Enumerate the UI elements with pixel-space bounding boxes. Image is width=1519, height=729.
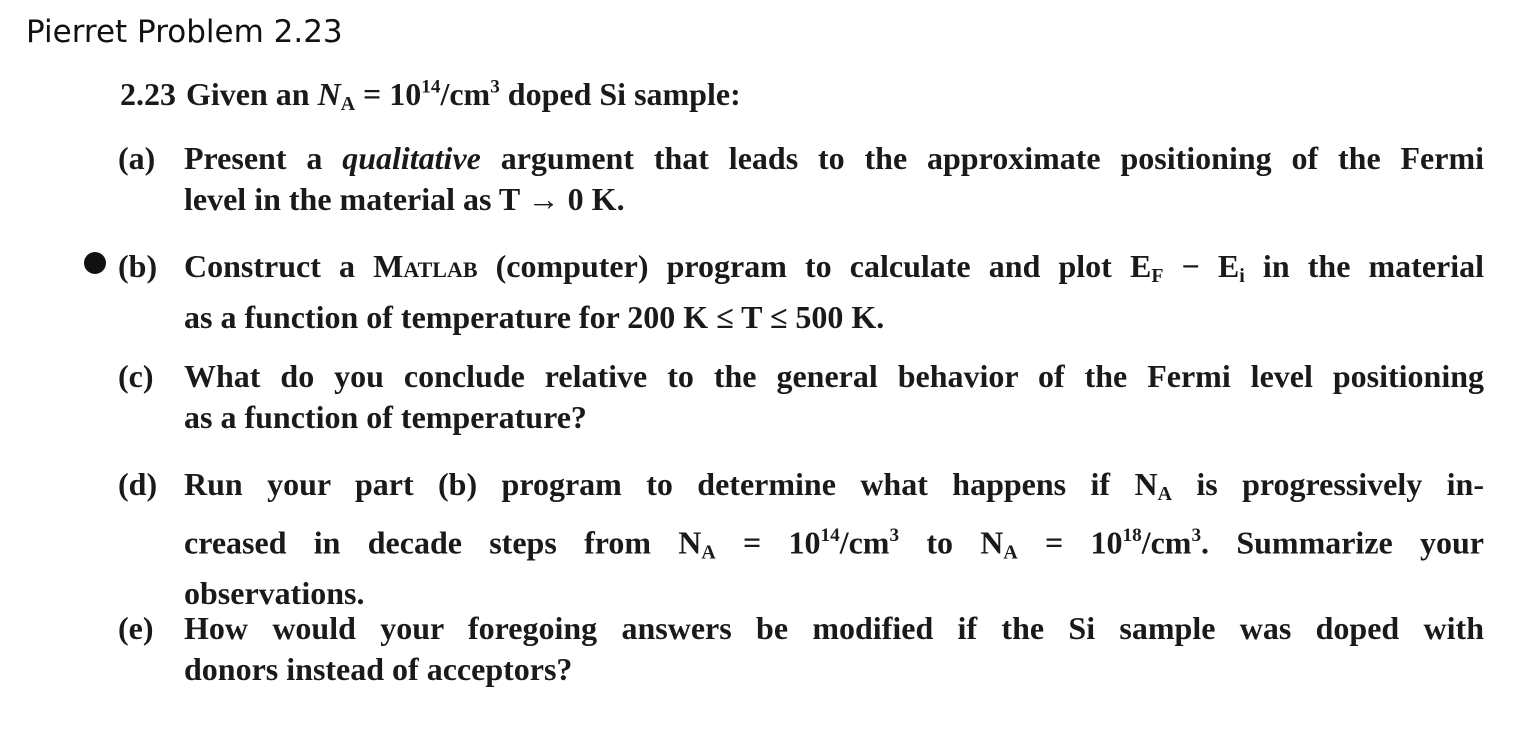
subscript: A [1003, 541, 1018, 564]
part-body [184, 356, 1484, 438]
statement-unit: /cm [440, 76, 491, 112]
text-run: Construct a [184, 248, 374, 284]
part-line: observations. [184, 575, 365, 612]
text-run: in the material [1244, 248, 1485, 284]
statement-na: N [317, 76, 341, 112]
statement-exp: 14 [421, 76, 441, 98]
problem-statement [120, 76, 741, 116]
part-label: (e) [118, 610, 154, 646]
statement-eq: = 10 [355, 76, 422, 112]
statement-pre: Given an [186, 76, 318, 112]
statement-unit-exp: 3 [490, 76, 500, 98]
part-line: How would your foregoing answers be modified if the Si sample was doped with [184, 610, 1484, 646]
part-line: donors instead of acceptors? [184, 651, 573, 687]
text-run: /cm [1141, 524, 1192, 561]
problem-number: 2.23 [120, 76, 176, 112]
subscript: A [1157, 482, 1172, 505]
statement-na-sub: A [340, 92, 356, 115]
statement-post: doped Si sample: [499, 76, 741, 112]
text-run: − E [1163, 248, 1240, 284]
part-label: (d) [118, 466, 158, 502]
text-run: (computer) program to calculate and plot E [477, 248, 1152, 284]
superscript: 18 [1122, 524, 1142, 546]
part-line [184, 246, 1484, 297]
text-run: = 10 [1017, 524, 1123, 561]
part-body [184, 608, 1484, 690]
text-run: . Summarize your [1201, 524, 1484, 561]
part-body [184, 464, 1484, 614]
matlab-text: Matlab [373, 248, 478, 284]
part-line [184, 464, 1484, 515]
part-body [184, 246, 1484, 338]
part-label: (c) [118, 358, 154, 394]
text-emphasis: qualitative [342, 140, 481, 176]
text-run: is progressively in- [1171, 466, 1485, 502]
text-run: argument that leads to the approximate positioning of the Fermi [480, 140, 1485, 176]
superscript: 14 [820, 524, 840, 546]
bullet-icon [84, 252, 106, 274]
part-line [184, 138, 1484, 179]
text-run: /cm [839, 524, 890, 561]
part-line: level in the material as T → 0 K. [184, 181, 625, 217]
part-label: (b) [118, 248, 158, 284]
part-label: (a) [118, 140, 156, 176]
part-line [184, 515, 1484, 573]
superscript: 3 [1191, 524, 1202, 546]
part-line: What do you conclude relative to the general behavior of the Fermi level positioning [184, 358, 1484, 394]
page-title: Pierret Problem 2.23 [26, 14, 343, 50]
part-line: as a function of temperature? [184, 399, 587, 435]
subscript: F [1151, 264, 1164, 287]
superscript: 3 [889, 524, 900, 546]
subscript: A [701, 541, 716, 564]
text-run: creased in decade steps from N [184, 524, 702, 561]
subscript: i [1239, 264, 1245, 287]
part-line: as a function of temperature for 200 K ≤ T ≤ 500 K. [184, 298, 885, 335]
text-run: Run your part (b) program to determine what happens if N [184, 466, 1158, 502]
part-body [184, 138, 1484, 220]
text-run: to N [899, 524, 1004, 561]
text-run: = 10 [715, 524, 821, 561]
text-run: Present a [184, 140, 343, 176]
